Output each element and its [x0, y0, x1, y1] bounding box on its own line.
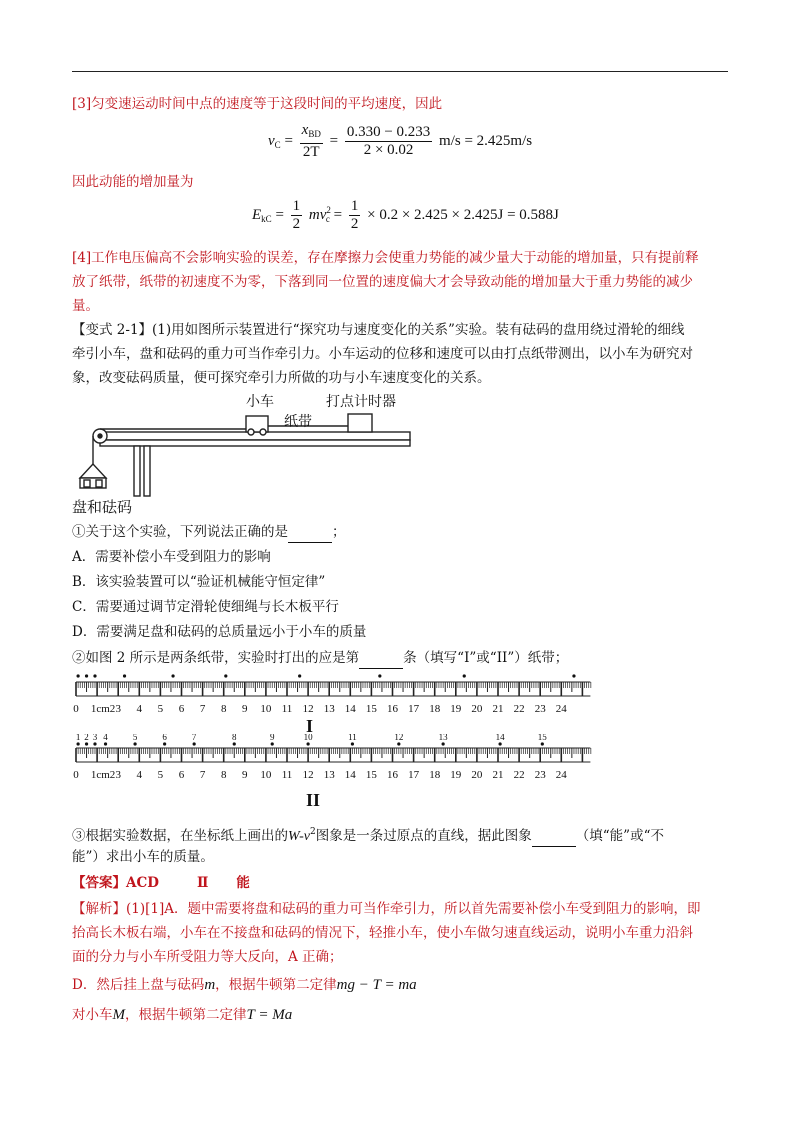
- ruler-tick-label: 10: [260, 769, 272, 781]
- tape-dot: [233, 742, 236, 745]
- ruler-tick-label: 3: [115, 703, 121, 715]
- tape-dot: [541, 742, 544, 745]
- eq1-lhs: v: [268, 132, 275, 149]
- tape-dot: [298, 674, 301, 677]
- ruler-tick-label: 12: [302, 769, 314, 781]
- tape-dot-label: 7: [191, 734, 197, 742]
- ruler-tick-label: 21: [492, 703, 504, 715]
- ruler-tick-label: 23: [534, 769, 546, 781]
- eq2-mv: mv: [308, 206, 327, 223]
- tape-dot-label: 8: [232, 734, 237, 742]
- tape-dot-label: 9: [269, 734, 275, 742]
- ruler-tick-label: 0: [73, 703, 79, 715]
- eq2-lhs-sub: kC: [261, 213, 272, 224]
- ruler-tick-label: 5: [157, 703, 164, 715]
- ruler-tick-label: 20: [471, 703, 483, 715]
- ruler-tick-label: 24: [555, 769, 567, 781]
- tape-dot: [85, 742, 88, 745]
- q1-option-a: A．需要补偿小车受到阻力的影响: [72, 549, 271, 565]
- tape-dot-label: 14: [495, 734, 505, 742]
- q2-blank[interactable]: [359, 648, 403, 669]
- tape-dot: [307, 742, 310, 745]
- variant-line1: 【变式 2-1】(1)用如图所示装置进行“探究功与速度变化的关系”实验。装有砝码的盘用绕过滑轮的细线: [72, 322, 685, 338]
- tape-dot: [77, 742, 80, 745]
- tape-1-ruler: [68, 670, 608, 740]
- tape-dot: [572, 674, 575, 677]
- analysis-line4: D．然后挂上盘与砝码m，根据牛顿第二定律mg − T = ma: [72, 977, 417, 993]
- q1-blank[interactable]: [288, 522, 332, 543]
- ruler-tick-label: 22: [513, 703, 525, 715]
- ruler-tick-label: 1cm2: [90, 703, 116, 715]
- q1-option-d: D．需要满足盘和砝码的总质量远小于小车的质量: [72, 624, 367, 640]
- ruler-tick-label: 8: [220, 703, 227, 715]
- ruler-tick-label: 0: [73, 769, 79, 781]
- ruler-tick-label: 22: [513, 769, 525, 781]
- eq2-half-a: $\frac{1}{2}$: [292, 198, 301, 232]
- tape-dot-label: 12: [394, 734, 404, 742]
- tape-dot: [499, 742, 502, 745]
- ruler-tick-label: 18: [429, 703, 441, 715]
- tape-dot-label: 10: [303, 734, 313, 742]
- tape-dot-label: 15: [537, 734, 547, 742]
- ruler-tick-label: 7: [199, 703, 206, 715]
- tape-2-ruler: [68, 734, 608, 796]
- q1-option-b: B．该实验装置可以“验证机械能守恒定律”: [72, 574, 326, 590]
- part4-line3: 量。: [72, 298, 99, 314]
- tape-dot-label: 1: [75, 734, 81, 742]
- answer-line: 【答案】ACD Ⅱ 能: [72, 875, 250, 891]
- tape-dot: [397, 742, 400, 745]
- eq2-tail: × 0.2 × 2.425 × 2.425J = 0.588J: [367, 206, 559, 223]
- tape-dot: [351, 742, 354, 745]
- ruler-tick-label: 13: [323, 703, 335, 715]
- tape-dot-label: 5: [132, 734, 138, 742]
- ruler-tick-label: 4: [136, 703, 143, 715]
- tape-dot: [463, 674, 466, 677]
- kinetic-intro: 因此动能的增加量为: [72, 174, 194, 190]
- ruler-tick-label: 6: [178, 769, 185, 781]
- label-timer: 打点计时器: [326, 394, 396, 410]
- tape-dot-label: 2: [84, 734, 89, 742]
- ruler-tick-label: 4: [136, 769, 143, 781]
- eq1-frac1-den: 2T: [302, 144, 320, 160]
- tape-dot: [77, 674, 80, 677]
- eq1-frac2-num: 0.330 − 0.233: [346, 124, 431, 140]
- kinetic-equation: $E_{kC}$ = $\frac{1}{2}$ $mv^2_c$ = $\frac{1}{2}$ × 0.2 × 2.425 × 2.425J = 0.588J: [252, 198, 559, 232]
- eq1-frac1-num: x: [301, 122, 309, 138]
- analysis-line5: 对小车M，根据牛顿第二定律T = Ma: [72, 1007, 293, 1023]
- ruler-tick-label: 9: [242, 769, 248, 781]
- ruler-tick-label: 18: [429, 769, 441, 781]
- ruler-tick-label: 9: [242, 703, 248, 715]
- ruler-tick-label: 19: [450, 769, 462, 781]
- ruler-tick-label: 23: [534, 703, 546, 715]
- ruler-tick-label: 12: [302, 703, 314, 715]
- tape-dot: [193, 742, 196, 745]
- q3-line1: ③根据实验数据，在坐标纸上画出的$W-v^2$图象是一条过原点的直线，据此图象 （填“能”或“不: [72, 822, 728, 847]
- tape-1-label: I: [306, 716, 314, 736]
- label-tape: 纸带: [284, 414, 312, 430]
- tape-dot: [93, 742, 96, 745]
- ruler-tick-label: 3: [115, 769, 121, 781]
- tape-2-label: II: [306, 790, 321, 810]
- ruler-tick-label: 10: [260, 703, 272, 715]
- apparatus-figure: [70, 388, 430, 516]
- ruler-tick-label: 19: [450, 703, 462, 715]
- ruler-tick-label: 15: [365, 769, 377, 781]
- part4-line2: 放了纸带，纸带的初速度不为零，下落到同一位置的速度偏大才会导致动能的增加量大于重力势能的减少: [72, 274, 693, 290]
- analysis-line3: 面的分力与小车所受阻力等大反向，A 正确；: [72, 949, 343, 965]
- ruler-tick-label: 17: [408, 703, 420, 715]
- ruler-tick-label: 14: [344, 703, 356, 715]
- tape-dot-label: 3: [92, 734, 98, 742]
- tape-dot: [163, 742, 166, 745]
- eq2-mv-sup: 2: [326, 204, 331, 215]
- q1-stem: ①关于这个实验，下列说法正确的是 ；: [72, 522, 728, 543]
- eq1-frac1: [300, 122, 323, 161]
- label-cart: 小车: [246, 394, 274, 410]
- label-pan: 盘和砝码: [72, 498, 133, 516]
- ruler-tick-label: 6: [178, 703, 185, 715]
- tape-dot: [123, 674, 126, 677]
- eq2-lhs: E: [252, 206, 262, 223]
- tape-dot: [378, 674, 381, 677]
- tape-dot: [271, 742, 274, 745]
- tape-dot: [104, 742, 107, 745]
- analysis-line2: 抬高长木板右端，小车在不接盘和砝码的情况下，轻推小车，使小车做匀速直线运动，说明小车重力沿斜: [72, 925, 693, 941]
- part4-line1: [4]工作电压偏高不会影响实验的误差，存在摩擦力会使重力势能的减少量大于动能的增加量，只有提前释: [72, 250, 699, 266]
- ruler-tick-label: 21: [492, 769, 504, 781]
- ruler-tick-label: 5: [157, 769, 164, 781]
- part3-text: [3]匀变速运动时间中点的速度等于这段时间的平均速度，因此: [72, 96, 443, 112]
- ruler-tick-label: 17: [408, 769, 420, 781]
- ruler-tick-label: 13: [323, 769, 335, 781]
- ruler-tick-label: 20: [471, 769, 483, 781]
- velocity-equation: $v_C$ = $\frac{x_{BD}}{2T}$ = $\frac{0.330 - 0.233}{2 \times 0.02}$ m/s = 2.425m/s: [268, 122, 533, 160]
- tape-dot: [85, 674, 88, 677]
- eq1-lhs-sub: C: [274, 139, 281, 150]
- eq2-mv-sub: c: [325, 213, 330, 224]
- tape-dot-label: 4: [103, 734, 108, 742]
- tape-dot-label: 13: [438, 734, 448, 742]
- ruler-tick-label: 8: [220, 769, 227, 781]
- q3-blank[interactable]: [532, 826, 576, 847]
- q1-option-c: C．需要通过调节定滑轮使细绳与长木板平行: [72, 599, 339, 615]
- q2-stem: ②如图 2 所示是两条纸带，实验时打出的应是第 条（填写“I”或“II”）纸带；: [72, 648, 728, 669]
- ruler-tick-label: 11: [281, 769, 293, 781]
- tape-dot: [171, 674, 174, 677]
- variant-line3: 象，改变砝码质量，便可探究牵引力所做的功与小车速度变化的关系。: [72, 370, 491, 386]
- eq1-frac1-num-sub: BD: [308, 129, 321, 139]
- ruler-tick-label: 24: [555, 703, 567, 715]
- tape-dot-label: 6: [162, 734, 167, 742]
- ruler-tick-label: 16: [387, 769, 398, 781]
- eq1-tail: m/s = 2.425m/s: [439, 132, 533, 149]
- header-rule: [72, 71, 728, 72]
- tape-dot: [93, 674, 96, 677]
- tape-dot: [133, 742, 136, 745]
- variant-line2: 牵引小车，盘和砝码的重力可当作牵引力。小车运动的位移和速度可以由打点纸带测出，以小车为研究对: [72, 346, 693, 362]
- ruler-tick-label: 15: [365, 703, 377, 715]
- analysis-line1: 【解析】(1)[1]A．题中需要将盘和砝码的重力可当作牵引力，所以首先需要补偿小车受到阻力的影响，即: [72, 901, 701, 917]
- tape-dot: [224, 674, 227, 677]
- ruler-tick-label: 1cm2: [90, 769, 116, 781]
- eq2-half-b: $\frac{1}{2}$: [350, 198, 359, 232]
- eq1-frac2: [345, 124, 432, 159]
- ruler-tick-label: 7: [199, 769, 206, 781]
- q3-line2: 能”）求出小车的质量。: [72, 849, 214, 865]
- eq1-frac2-den: 2 × 0.02: [363, 142, 414, 158]
- tape-dot-label: 11: [348, 734, 357, 742]
- ruler-tick-label: 16: [387, 703, 398, 715]
- ruler-tick-label: 14: [344, 769, 356, 781]
- tape-dot: [442, 742, 445, 745]
- ruler-tick-label: 11: [281, 703, 293, 715]
